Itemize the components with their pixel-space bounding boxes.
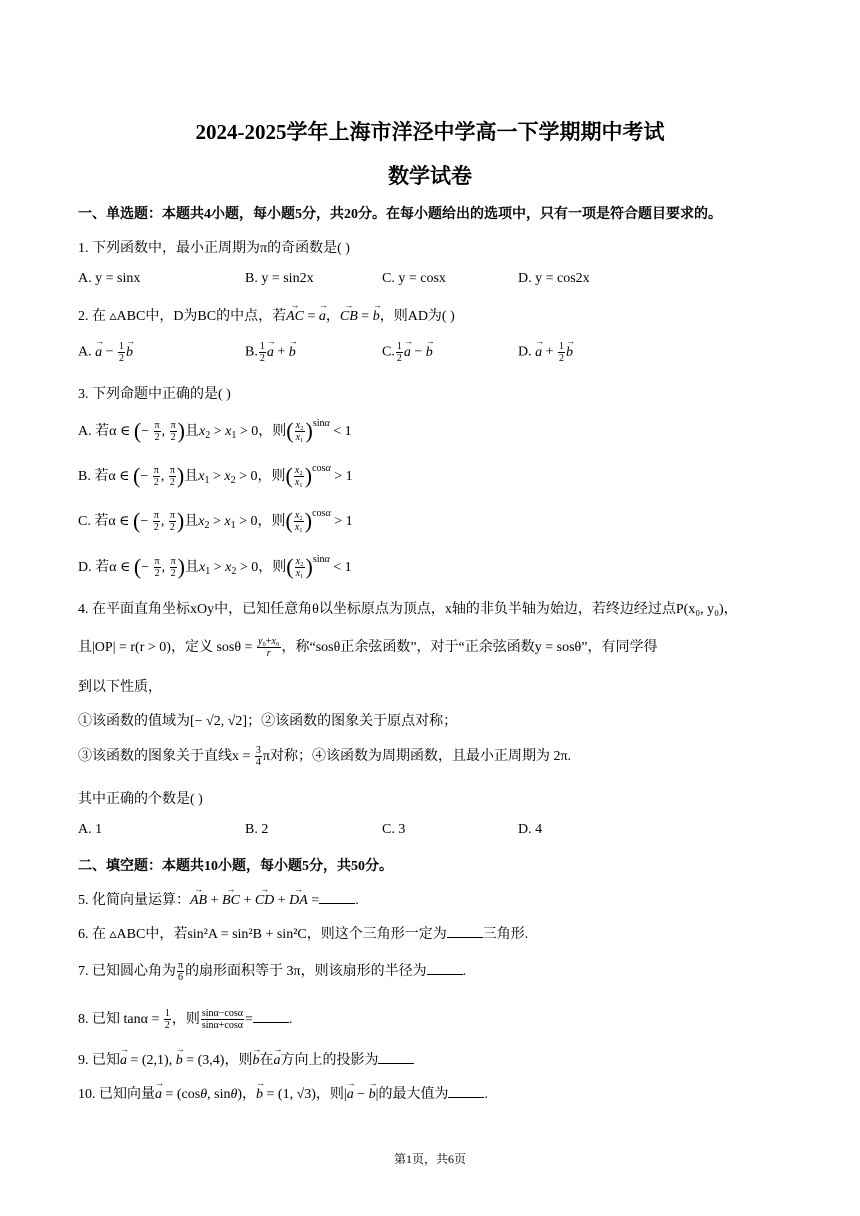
answer-blank: [447, 925, 483, 938]
section-heading-choice: 一、单选题：本题共4小题，每小题5分，共20分。在每小题给出的选项中，只有一项是符合题目要求的。: [78, 207, 722, 222]
question-2-option-a: A. → a − $\frac{1}{2}$ → b: [78, 341, 133, 364]
answer-blank: [448, 1085, 484, 1098]
question-1-stem: 1. 下列函数中，最小正周期为π的奇函数是( ): [78, 241, 350, 256]
answer-blank: [378, 1051, 414, 1064]
question-2-option-c: C. $\frac{1}{2}$ → a − → b: [382, 341, 433, 364]
question-4-line-2: 且|OP| = r(r > 0)，定义 sosθ = $\frac{\text{y₀+x₀}}{r}$ ，称“sosθ正余弦函数”，对于“正余弦函数y = sosθ”，有同学得: [78, 636, 658, 660]
question-9: 9. 已知→ a = (2,1), → b = (3,4)，则→ b在→ a方向上的投影为: [78, 1049, 414, 1069]
question-8: 8. 已知 tanα = $\frac{1}{2}$ ，则 $\frac{\sin\alpha-\cos\alpha}{\sin\alpha+\cos\alpha}$ = .: [78, 1008, 293, 1032]
question-3-option-c: C. 若α ∈ (− $\frac{\pi}{2}$ , $\frac{\pi}{2}$ )且$x_2 > x_1 > 0$，则( $\frac{\text{x₂}}{\text{x₁}}$ )$^{cos\alpha}$ > 1: [78, 508, 353, 534]
question-2-option-b: B. $\frac{1}{2}$ → a + → b: [245, 341, 296, 364]
question-6: 6. 在 ▵ABC中，若sin²A = sin²B + sin²C，则这个三角形一定为 三角形.: [78, 927, 529, 942]
question-1-option-d: D. y = cos2x: [518, 271, 590, 286]
page-footer: 第1页，共6页: [393, 1152, 466, 1166]
page-subtitle: 数学试卷: [388, 164, 472, 188]
question-3-stem: 3. 下列命题中正确的是( ): [78, 387, 231, 402]
question-4-property-1-2: ①该函数的值域为[− √2, √2]；②该函数的图象关于原点对称；: [78, 714, 458, 729]
answer-blank: [253, 1010, 289, 1023]
question-1-option-a: A. y = sinx: [78, 271, 141, 286]
answer-blank: [319, 891, 355, 904]
question-4-line-1: 4. 在平面直角坐标xOy中，已知任意角θ以坐标原点为顶点，x轴的非负半轴为始边，若终边经过点P(x₀, y₀)，: [78, 602, 738, 617]
question-4-option-b: B. 2: [245, 822, 269, 837]
question-4-line-3: 到以下性质，: [78, 680, 162, 695]
question-3-option-b: B. 若α ∈ (− $\frac{\pi}{2}$ , $\frac{\pi}{2}$ )且$x_1 > x_2 > 0$，则( $\frac{\text{x₂}}{\text{x₁}}$ )$^{cos\alpha}$ > 1: [78, 463, 353, 489]
question-4-option-c: C. 3: [382, 822, 406, 837]
question-5: 5. 化简向量运算：→ AB + → BC + → CD + → DA = .: [78, 889, 359, 909]
question-10: 10. 已知向量→ a = (cosθ, sinθ)，→ b = (1, √3)，则|→ a − → b|的最大值为 .: [78, 1083, 488, 1103]
question-2-stem: 2. 在 ▵ABC中，D为BC的中点，若→ AC = → a，→ CB = → b，则AD为( ): [78, 305, 455, 325]
question-4-option-d: D. 4: [518, 822, 543, 837]
section-heading-fill: 二、填空题：本题共10小题，每小题5分，共50分。: [78, 859, 393, 874]
question-4-ask: 其中正确的个数是( ): [78, 792, 203, 807]
answer-blank: [427, 962, 463, 975]
page-title: 2024-2025学年上海市洋泾中学高一下学期期中考试: [195, 120, 665, 144]
question-4-property-3-4: ③该函数的图象关于直线x = $\frac{3}{4}$ π对称；④该函数为周期函数，且最小正周期为 2π.: [78, 745, 572, 769]
question-4-option-a: A. 1: [78, 822, 103, 837]
question-1-option-c: C. y = cosx: [382, 271, 446, 286]
question-3-option-a: A. 若α ∈ (− $\frac{\pi}{2}$ , $\frac{\pi}{2}$ )且$x_2 > x_1 > 0$，则( $\frac{\text{x₂}}{\text{x₁}}$ )$^{sin\alpha}$ < 1: [78, 418, 352, 444]
question-2-option-d: D. → a + $\frac{1}{2}$ → b: [518, 341, 573, 364]
question-1-option-b: B. y = sin2x: [245, 271, 314, 286]
question-3-option-d: D. 若α ∈ (− $\frac{\pi}{2}$ , $\frac{\pi}{2}$ )且$x_1 > x_2 > 0$，则( $\frac{\text{x₂}}{\text{x₁}}$ )$^{sin\alpha}$ < 1: [78, 554, 352, 580]
question-7: 7. 已知圆心角为 $\frac{\pi}{6}$ 的扇形面积等于 3π，则该扇形的半径为 .: [78, 960, 467, 984]
